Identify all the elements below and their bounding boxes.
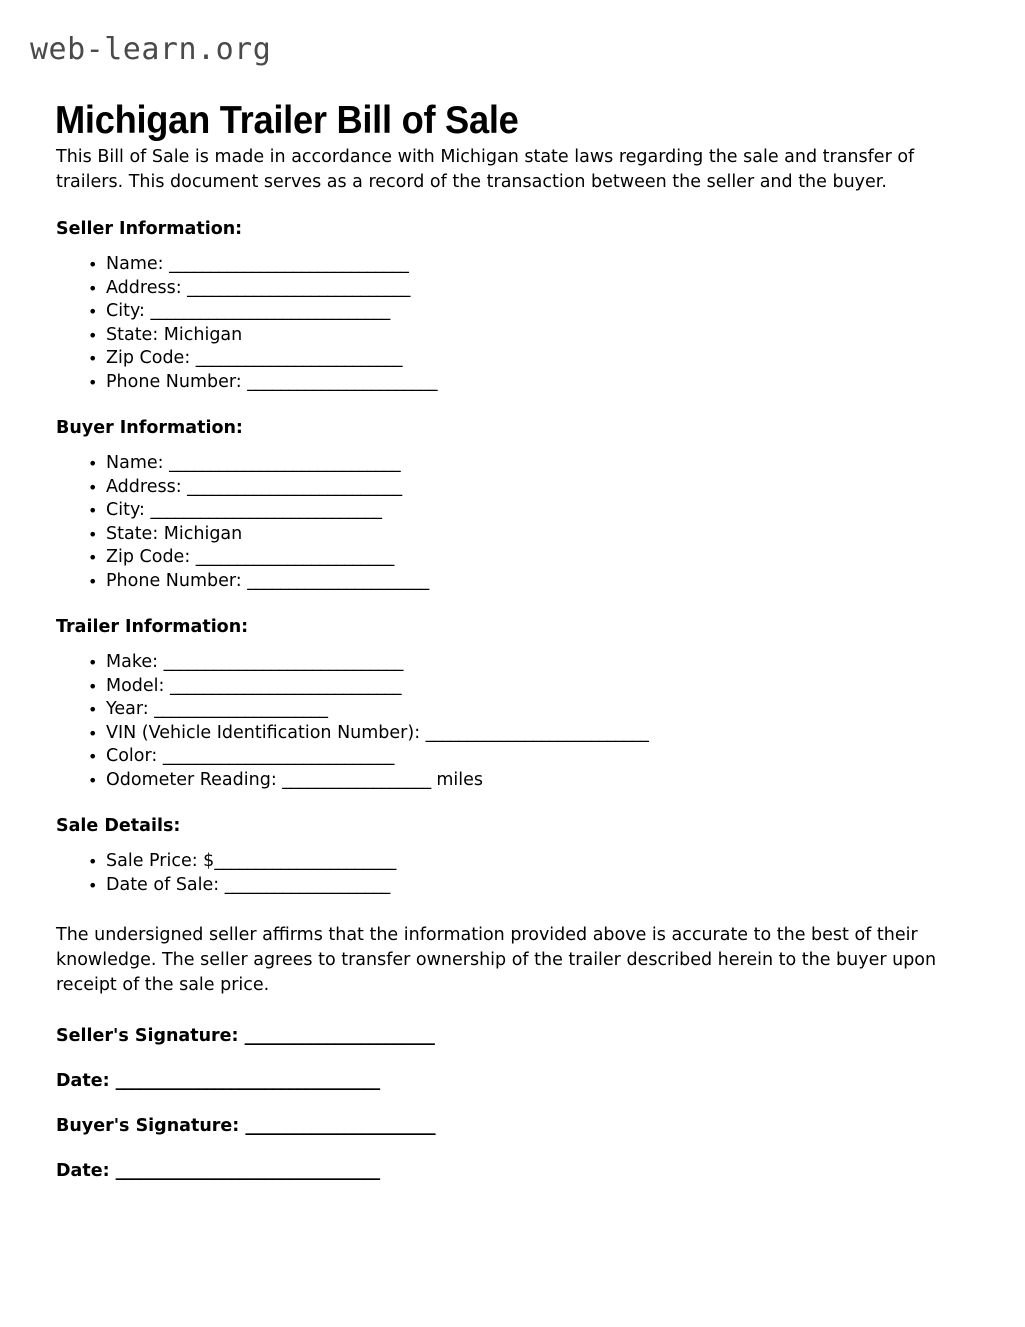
trailer-information-heading: Trailer Information: — [56, 617, 249, 637]
field-label: Year: — [106, 699, 155, 719]
field-blank[interactable]: ___________________________ — [187, 277, 410, 298]
site-brand-logo: web-learn.org — [30, 32, 272, 67]
buyer-signature-line — [56, 1114, 968, 1138]
buyer-information-heading: Buyer Information: — [56, 418, 243, 438]
field-label: Model: — [106, 675, 171, 696]
field-label: Phone Number: — [106, 570, 248, 591]
signature-blank[interactable]: ________________________________ — [115, 1161, 380, 1181]
signature-label: Date: — [56, 1071, 116, 1091]
list-item — [106, 874, 968, 898]
list-item — [106, 253, 968, 277]
list-item — [106, 523, 968, 547]
field-suffix: miles — [430, 769, 484, 790]
field-label: VIN (Vehicle Identification Number): — [106, 722, 426, 743]
field-label: State: Michigan — [106, 523, 243, 544]
signature-blank[interactable]: ________________________________ — [115, 1071, 380, 1091]
field-blank[interactable]: __________________________ — [187, 476, 402, 497]
signature-block — [56, 1024, 968, 1183]
field-blank[interactable]: ______________________ — [247, 570, 429, 591]
field-blank[interactable]: ______________________ — [214, 851, 396, 871]
signature-blank[interactable]: _______________________ — [245, 1116, 436, 1136]
list-item — [106, 347, 968, 371]
list-item — [106, 675, 968, 699]
list-item — [106, 546, 968, 570]
field-label: Date of Sale: — [106, 874, 225, 895]
list-item — [106, 324, 968, 348]
document-body — [56, 145, 968, 1183]
field-label: Zip Code: — [106, 348, 196, 368]
sale-details-heading: Sale Details: — [56, 816, 181, 836]
list-item — [106, 277, 968, 301]
field-label: City: — [106, 301, 151, 321]
field-label: Zip Code: — [106, 547, 196, 567]
field-blank[interactable]: _____________________ — [154, 699, 328, 719]
buyer-date-line — [56, 1159, 968, 1183]
list-item — [106, 570, 968, 594]
list-item — [106, 476, 968, 500]
trailer-field-list — [56, 651, 968, 792]
field-label: Address: — [106, 476, 188, 497]
field-label: Odometer Reading: — [106, 769, 283, 790]
field-blank[interactable]: ____________________________ — [169, 453, 401, 473]
list-item — [106, 300, 968, 324]
list-item — [106, 499, 968, 523]
field-label: Phone Number: — [106, 371, 248, 392]
field-blank[interactable]: ____________________________ — [162, 746, 394, 766]
list-item — [106, 651, 968, 675]
list-item — [106, 745, 968, 769]
list-item — [106, 452, 968, 476]
field-label: Address: — [106, 277, 188, 298]
field-blank[interactable]: _____________________________ — [150, 301, 390, 321]
intro-paragraph: This Bill of Sale is made in accordance with Michigan state laws regarding the sale and transfer of trailers. This document serves as a record of the transaction between the seller and the buyer. — [56, 147, 915, 192]
field-blank[interactable]: _____________________________ — [163, 652, 403, 672]
field-blank[interactable]: ________________________ — [195, 547, 394, 567]
field-blank[interactable]: ____________________ — [224, 874, 390, 895]
field-label: Name: — [106, 254, 170, 274]
buyer-field-list — [56, 452, 968, 593]
seller-date-line — [56, 1069, 968, 1093]
signature-label: Buyer's Signature: — [56, 1116, 246, 1136]
seller-field-list — [56, 253, 968, 394]
field-blank[interactable]: _________________________ — [195, 348, 403, 368]
field-blank[interactable]: _____________________________ — [169, 254, 409, 274]
page-title: Michigan Trailer Bill of Sale — [55, 99, 519, 143]
field-blank[interactable]: __________________ — [282, 769, 431, 790]
list-item — [106, 850, 968, 874]
seller-information-heading: Seller Information: — [56, 219, 243, 239]
field-label: Name: — [106, 453, 170, 473]
signature-label: Seller's Signature: — [56, 1026, 245, 1046]
field-blank[interactable]: _______________________ — [247, 371, 437, 392]
closing-paragraph: The undersigned seller affirms that the information provided above is accurate to the best of their knowledge. The seller agrees to transfer ownership of the trailer described herein to the buyer upon receipt of the sale price. — [56, 925, 937, 995]
list-item — [106, 722, 968, 746]
signature-label: Date: — [56, 1161, 116, 1181]
list-item — [106, 371, 968, 395]
field-label: State: Michigan — [106, 324, 243, 345]
field-blank[interactable]: ___________________________ — [425, 722, 649, 743]
list-item — [106, 769, 968, 793]
field-blank[interactable]: ____________________________ — [170, 675, 402, 696]
list-item — [106, 698, 968, 722]
seller-signature-line — [56, 1024, 968, 1048]
field-label: Color: — [106, 746, 163, 766]
field-label: City: — [106, 500, 151, 520]
sale-field-list — [56, 850, 968, 897]
field-blank[interactable]: ____________________________ — [150, 500, 382, 520]
field-label: Sale Price: $ — [106, 851, 215, 871]
signature-blank[interactable]: _______________________ — [244, 1026, 435, 1046]
field-label: Make: — [106, 652, 164, 672]
